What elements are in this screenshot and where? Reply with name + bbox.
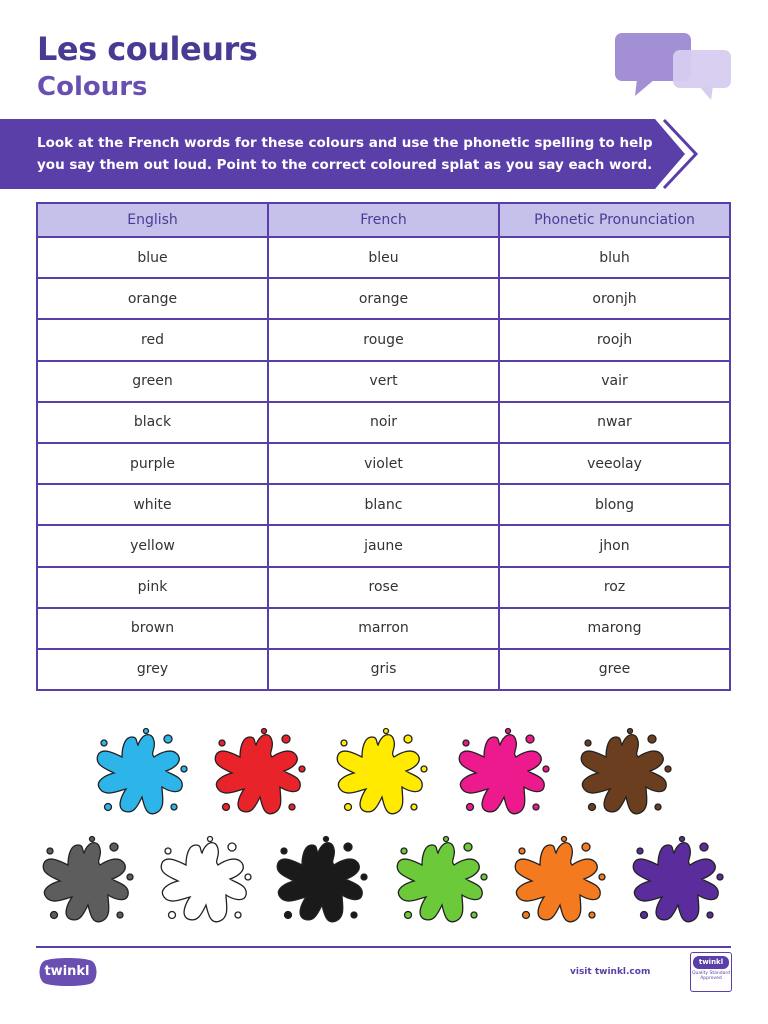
phonetic-cell: blong [499,484,730,525]
english-cell: grey [37,649,268,690]
black-splat-icon[interactable] [268,833,372,929]
french-cell: rose [268,567,499,608]
english-cell: pink [37,567,268,608]
visit-link[interactable]: visit twinkl.com [570,967,651,977]
table-row [37,361,730,402]
table-row [37,525,730,566]
french-cell: orange [268,278,499,319]
phonetic-cell: bluh [499,237,730,278]
french-cell: noir [268,402,499,443]
table-row [37,484,730,525]
english-cell: black [37,402,268,443]
french-cell: bleu [268,237,499,278]
french-cell: vert [268,361,499,402]
white-splat-icon[interactable] [152,833,256,929]
english-cell: purple [37,443,268,484]
table-header-row [37,203,730,237]
column-header-french: French [268,203,499,237]
footer-divider [36,946,731,948]
table-row [37,567,730,608]
phonetic-cell: oronjh [499,278,730,319]
twinkl-logo-text: twinkl [44,964,90,979]
phonetic-cell: roojh [499,319,730,360]
table-row [37,319,730,360]
page-title: Les couleurs [37,30,258,68]
english-cell: orange [37,278,268,319]
grey-splat-icon[interactable] [34,833,138,929]
phonetic-cell: gree [499,649,730,690]
english-cell: brown [37,608,268,649]
brown-splat-icon[interactable] [572,725,676,821]
colour-splats-area [0,715,768,935]
french-cell: gris [268,649,499,690]
green-splat-icon[interactable] [388,833,492,929]
french-cell: jaune [268,525,499,566]
table-row [37,402,730,443]
french-cell: marron [268,608,499,649]
french-cell: rouge [268,319,499,360]
orange-splat-icon[interactable] [506,833,610,929]
table-row [37,443,730,484]
badge-text: Quality Standard Approved [692,971,730,981]
speech-bubbles-icon [615,30,735,102]
english-cell: white [37,484,268,525]
phonetic-cell: vair [499,361,730,402]
english-cell: blue [37,237,268,278]
column-header-english: English [37,203,268,237]
english-cell: yellow [37,525,268,566]
column-header-phonetic: Phonetic Pronunciation [499,203,730,237]
phonetic-cell: marong [499,608,730,649]
pink-splat-icon[interactable] [450,725,554,821]
phonetic-cell: veeolay [499,443,730,484]
table-row [37,237,730,278]
yellow-splat-icon[interactable] [328,725,432,821]
phonetic-cell: nwar [499,402,730,443]
english-cell: red [37,319,268,360]
phonetic-cell: jhon [499,525,730,566]
table-row [37,649,730,690]
instruction-banner [0,119,700,189]
phonetic-cell: roz [499,567,730,608]
french-cell: blanc [268,484,499,525]
table-row [37,278,730,319]
quality-badge [690,952,732,992]
blue-splat-icon[interactable] [88,725,192,821]
purple-splat-icon[interactable] [624,833,728,929]
badge-logo: twinkl [693,956,729,969]
table-row [37,608,730,649]
vocabulary-table [36,202,731,691]
english-cell: green [37,361,268,402]
red-splat-icon[interactable] [206,725,310,821]
instruction-text: Look at the French words for these colours and use the phonetic spelling to help you say them out loud. Point to the correct coloured splat as you say each word. [37,135,653,173]
twinkl-logo[interactable] [36,957,98,987]
french-cell: violet [268,443,499,484]
page-subtitle: Colours [37,72,148,102]
